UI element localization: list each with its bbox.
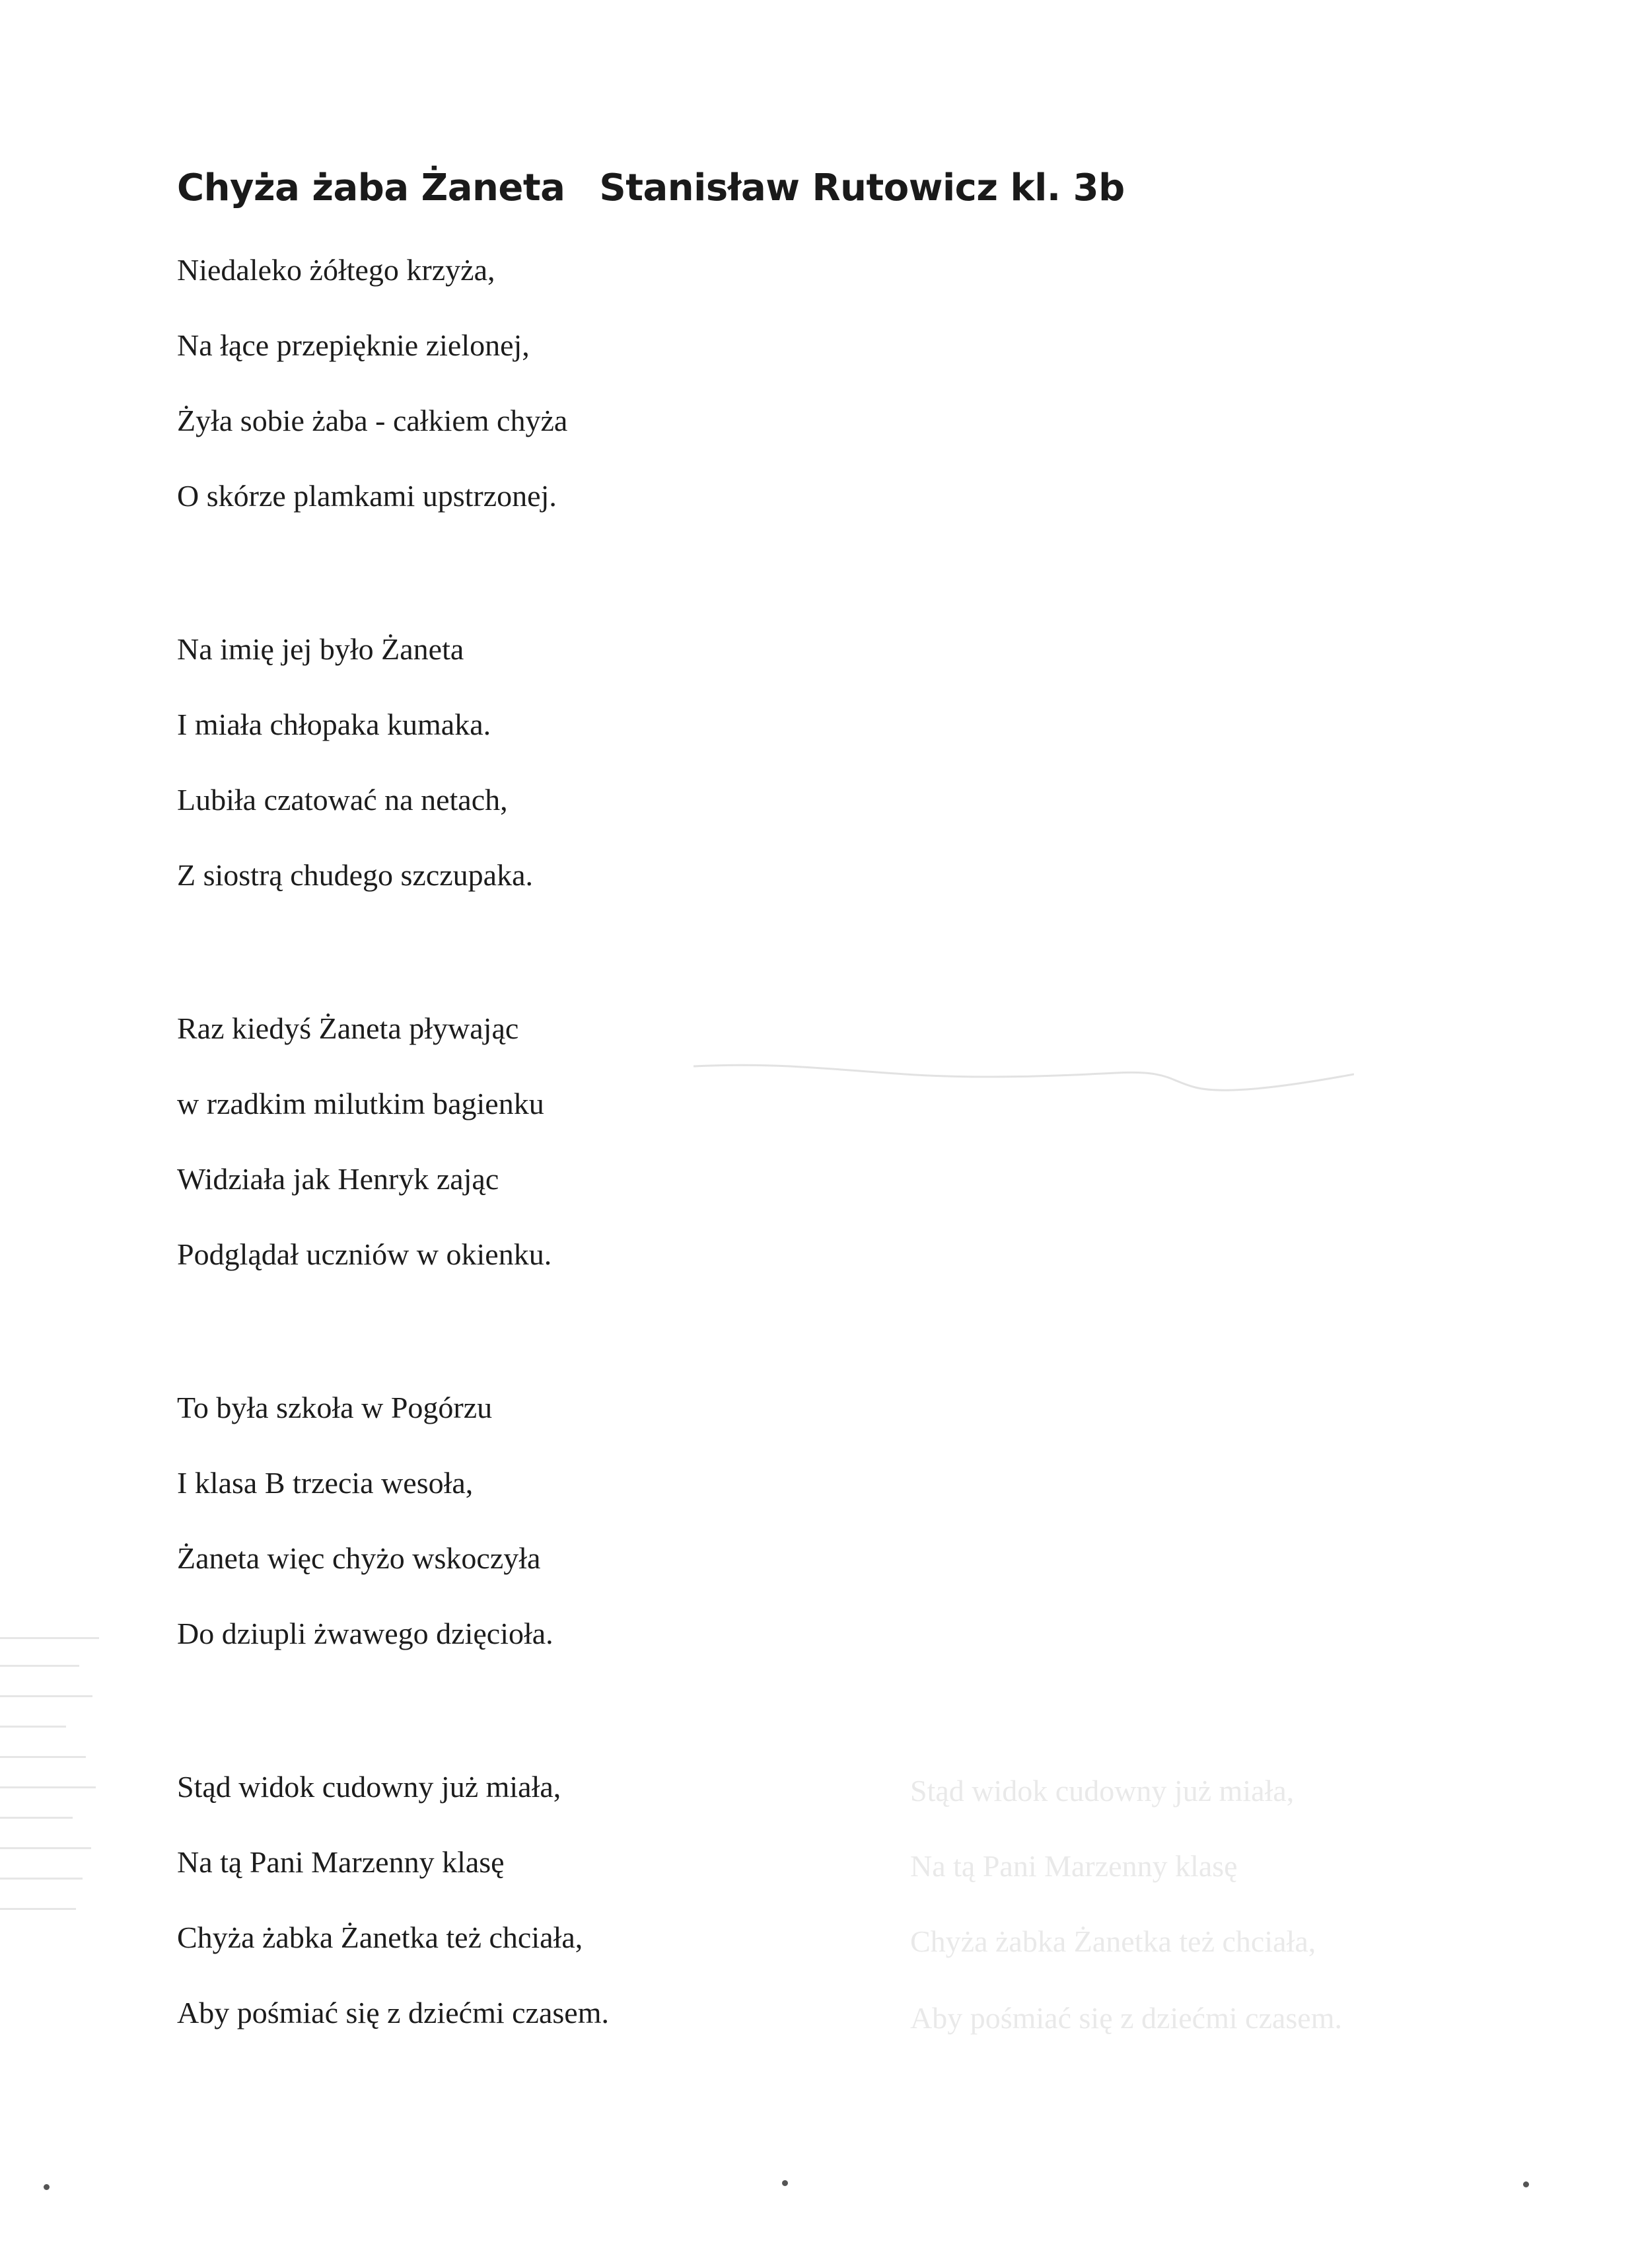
ghost-verse-line: Na tą Pani Marzenny klasę [910, 1849, 1238, 1883]
paper-crease [694, 1061, 1354, 1101]
verse-line: Chyża żabka Żanetka też chciała, [177, 1920, 583, 1954]
verse-line: Żyła sobie żaba - całkiem chyża [177, 404, 568, 437]
verse-line: Raz kiedyś Żaneta pływając [177, 1011, 519, 1045]
scan-streak [0, 1908, 76, 1910]
verse-line: I klasa B trzecia wesoła, [177, 1466, 474, 1500]
dust-mark [782, 2180, 788, 2186]
verse-line: Stąd widok cudowny już miała, [177, 1770, 561, 1804]
scan-streak [0, 1726, 66, 1728]
dust-mark [44, 2184, 50, 2190]
verse-line: To była szkoła w Pogórzu [177, 1391, 493, 1424]
verse-line: Widziała jak Henryk zając [177, 1162, 499, 1196]
scan-streak [0, 1665, 79, 1667]
verse-line: w rzadkim milutkim bagienku [177, 1087, 544, 1120]
verse-line: I miała chłopaka kumaka. [177, 708, 491, 741]
ghost-verse-line: Stąd widok cudowny już miała, [910, 1774, 1295, 1808]
verse-line: Lubiła czatować na netach, [177, 783, 508, 817]
dust-mark [1523, 2181, 1529, 2187]
scan-streak [0, 1817, 73, 1819]
verse-line: Podglądał uczniów w okienku. [177, 1237, 552, 1271]
verse-line: O skórze plamkami upstrzonej. [177, 479, 557, 513]
poem-author: Stanisław Rutowicz kl. 3b [599, 166, 1125, 209]
poem-title: Chyża żaba Żaneta [177, 166, 565, 209]
scan-streak [0, 1756, 86, 1758]
verse-line: Niedaleko żółtego krzyża, [177, 253, 495, 287]
ghost-verse-line: Chyża żabka Żanetka też chciała, [910, 1924, 1316, 1958]
scan-streak [0, 1695, 92, 1697]
scan-streak [0, 1786, 96, 1788]
scan-streak [0, 1878, 83, 1880]
verse-line: Do dziupli żwawego dzięcioła. [177, 1617, 553, 1650]
verse-line: Z siostrą chudego szczupaka. [177, 858, 534, 892]
scan-streak [0, 1637, 99, 1639]
verse-line: Aby pośmiać się z dziećmi czasem. [177, 1996, 609, 2030]
verse-line: Na tą Pani Marzenny klasę [177, 1845, 505, 1879]
verse-line: Na łące przepięknie zielonej, [177, 328, 530, 362]
scan-streak [0, 1847, 91, 1849]
verse-line: Żaneta więc chyżo wskoczyła [177, 1541, 541, 1575]
poem-heading [177, 166, 1125, 209]
verse-line: Na imię jej było Żaneta [177, 632, 464, 666]
ghost-verse-line: Aby pośmiać się z dziećmi czasem. [910, 2001, 1342, 2035]
